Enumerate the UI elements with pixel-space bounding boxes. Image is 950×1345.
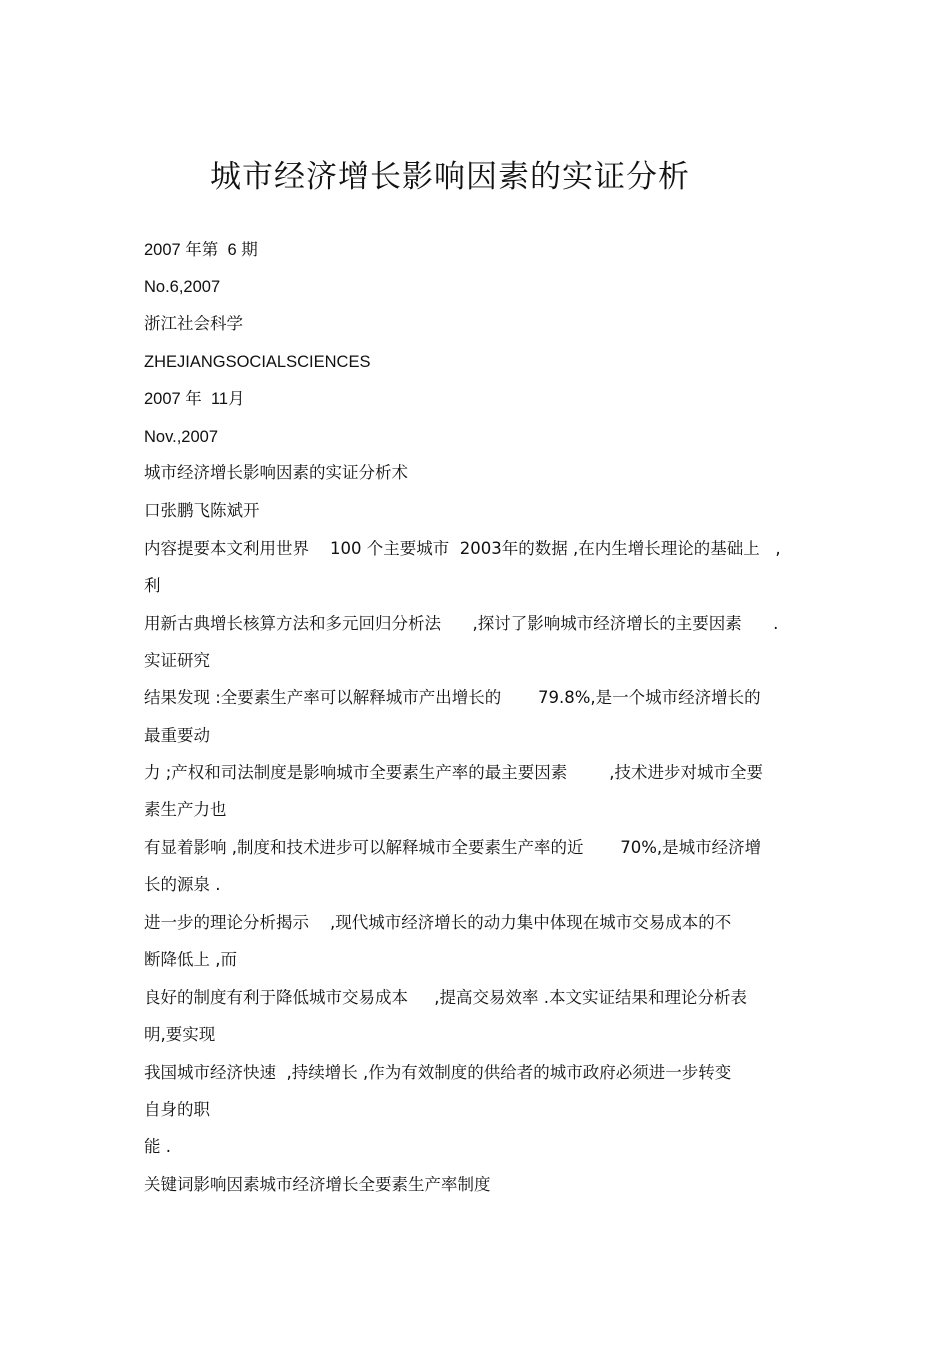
abstract-line: 素生产力也 <box>144 800 227 819</box>
issue-cn: 2007 年第 6 期 <box>144 241 258 259</box>
abstract-line: 有显着影响 ,制度和技术进步可以解释城市全要素生产率的近 70%,是城市经济增 <box>144 838 762 857</box>
abstract-line: 结果发现 :全要素生产率可以解释城市产出增长的 79.8%,是一个城市经济增长的 <box>144 688 761 707</box>
abstract-line: 用新古典增长核算方法和多元回归分析法 ,探讨了影响城市经济增长的主要因素 . <box>144 614 779 633</box>
journal-en: ZHEJIANGSOCIALSCIENCES <box>144 353 371 371</box>
journal-cn: 浙江社会科学 <box>144 314 243 333</box>
abstract-line: 长的源泉 . <box>144 875 221 894</box>
article-title: 城市经济增长影响因素的实证分析术 <box>144 463 408 482</box>
date-cn: 2007 年 11月 <box>144 390 245 408</box>
document-title: 城市经济增长影响因素的实证分析 <box>210 159 690 195</box>
abstract-line: 内容提要本文利用世界 100 个主要城市 2003年的数据 ,在内生增长理论的基础上 , <box>144 539 781 558</box>
abstract-line: 实证研究 <box>144 651 210 670</box>
abstract-line: 最重要动 <box>144 726 210 745</box>
abstract-line: 我国城市经济快速 ,持续增长 ,作为有效制度的供给者的城市政府必须进一步转变 <box>144 1063 732 1082</box>
authors: 口张鹏飞陈斌开 <box>144 501 260 520</box>
keywords: 关键词影响因素城市经济增长全要素生产率制度 <box>144 1175 491 1194</box>
abstract-line: 能 . <box>144 1137 171 1156</box>
abstract-line: 断降低上 ,而 <box>144 950 237 969</box>
abstract-line: 力 ;产权和司法制度是影响城市全要素生产率的最主要因素 ,技术进步对城市全要 <box>144 763 764 782</box>
abstract-line: 自身的职 <box>144 1100 210 1119</box>
abstract-line: 明,要实现 <box>144 1025 216 1044</box>
abstract-line: 利 <box>144 576 161 595</box>
abstract-line: 良好的制度有利于降低城市交易成本 ,提高交易效率 .本文实证结果和理论分析表 <box>144 988 747 1007</box>
abstract-line: 进一步的理论分析揭示 ,现代城市经济增长的动力集中体现在城市交易成本的不 <box>144 913 732 932</box>
date-en: Nov.,2007 <box>144 428 218 446</box>
issue-en: No.6,2007 <box>144 278 221 296</box>
